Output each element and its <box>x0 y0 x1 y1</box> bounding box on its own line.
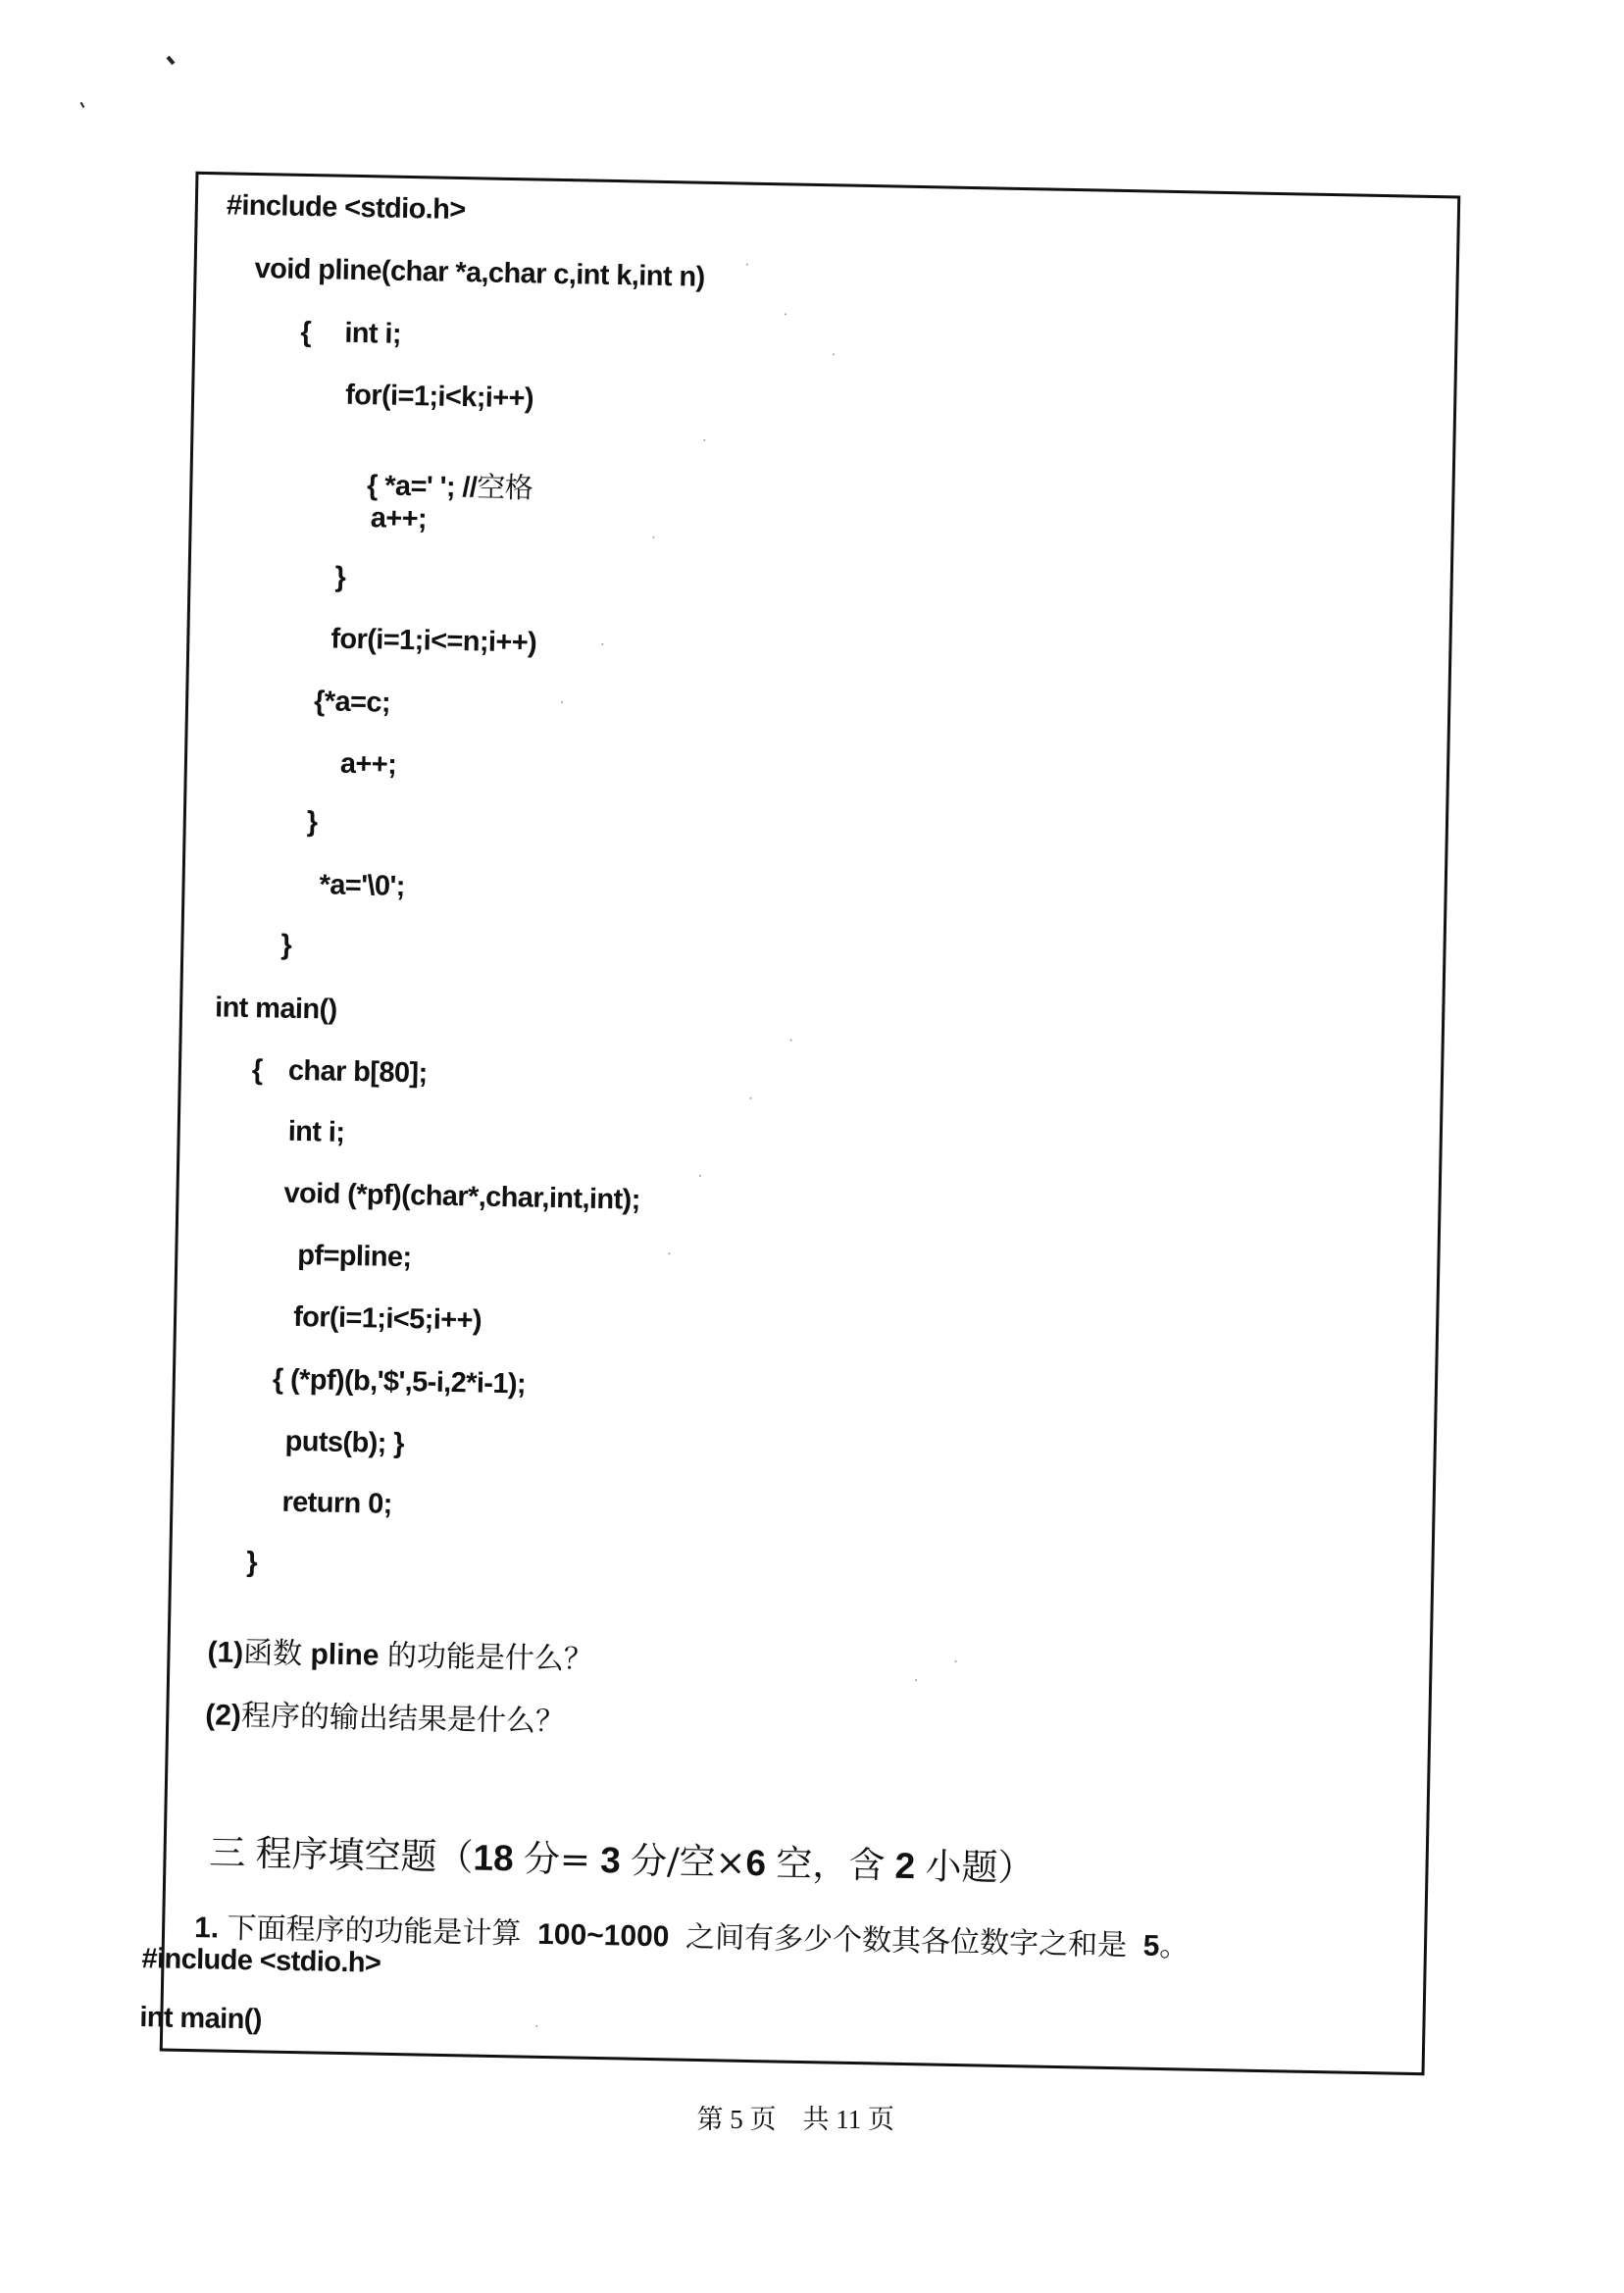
code-line-for-n: for(i=1;i<=n;i++) <box>330 623 537 659</box>
code-line-int-i: int i; <box>344 317 402 350</box>
code-line-main-signature: int main() <box>214 992 337 1026</box>
page-footer <box>684 2067 894 2136</box>
problem-1-desc-end: 。 <box>1159 1928 1190 1964</box>
code-line-return: return 0; <box>281 1486 393 1520</box>
scan-noise <box>699 1175 701 1177</box>
problem-1-desc-pre: 下面程序的功能是计算 <box>227 1911 522 1952</box>
code-line-pf-call: { (*pf)(b,'$',5-i,2*i-1); <box>272 1363 527 1401</box>
problem-1-code-main: int main() <box>139 2002 263 2036</box>
scan-noise <box>601 643 603 645</box>
problem-1-target: 5 <box>1142 1929 1160 1962</box>
scan-noise <box>915 1679 917 1681</box>
code-comment-space: 空格 <box>476 470 533 505</box>
code-line-main-open-brace: { <box>251 1054 263 1087</box>
problem-1-code-include: #include <stdio.h> <box>141 1943 381 1979</box>
question-2-text: 程序的输出结果是什么？ <box>240 1698 566 1740</box>
question-2 <box>155 1670 565 1766</box>
section-3-unit1: 分= <box>523 1837 591 1881</box>
question-1-post: 的功能是什么？ <box>386 1638 594 1677</box>
code-line-pline-signature: void pline(char *a,char c,int k,int n) <box>254 252 705 293</box>
code-line-for-5: for(i=1;i<5;i++) <box>292 1300 482 1337</box>
code-line-main-int-i: int i; <box>287 1115 345 1148</box>
question-1-pre: 函数 <box>242 1636 303 1672</box>
code-line-c-assign: {*a=c; <box>313 686 391 719</box>
code-line-pline-close-brace: } <box>280 929 292 961</box>
code-line-close-brace-1: } <box>334 561 346 593</box>
question-2-number: (2) <box>205 1699 242 1732</box>
code-line-a-increment-2: a++; <box>339 747 397 781</box>
scan-noise <box>749 1097 751 1099</box>
code-line-include: #include <stdio.h> <box>226 189 466 227</box>
scan-noise <box>561 701 563 703</box>
exam-content-frame <box>139 172 1461 2075</box>
code-line-close-brace-2: } <box>306 806 318 839</box>
section-3-open-paren: （ <box>436 1835 474 1879</box>
scan-noise <box>785 313 787 315</box>
footer-current-page: 第 5 页 <box>696 2105 777 2134</box>
section-3-title: 程序填空题 <box>255 1832 437 1878</box>
scan-noise <box>668 1252 670 1254</box>
scan-speck <box>80 102 85 108</box>
section-3-unit2: 分/空× <box>630 1839 746 1884</box>
section-3-subquestions: 2 <box>894 1845 916 1887</box>
code-line-null-terminate: *a='\0'; <box>319 869 406 903</box>
code-line-main-close-brace: } <box>245 1547 258 1579</box>
scan-noise <box>790 1040 792 1042</box>
code-line-pf-assign: pf=pline; <box>297 1239 412 1274</box>
section-3-total-points: 18 <box>473 1837 515 1879</box>
section-3-unit3: 空，含 <box>775 1842 886 1887</box>
footer-total-pages: 共 11 页 <box>802 2105 894 2134</box>
code-space-assign: { *a=' '; // <box>366 470 478 504</box>
section-3-unit4: 小题） <box>925 1845 1035 1890</box>
scan-noise <box>746 264 748 266</box>
scan-noise <box>954 1660 956 1662</box>
section-3-blanks: 6 <box>745 1842 767 1884</box>
question-1-keyword: pline <box>310 1638 380 1672</box>
section-3-per-blank: 3 <box>599 1840 622 1881</box>
scan-noise <box>833 353 835 355</box>
scan-noise <box>703 439 705 441</box>
code-line-function-pointer: void (*pf)(char*,char,int,int); <box>283 1177 641 1216</box>
code-line-a-increment-1: a++; <box>370 502 428 535</box>
problem-1-desc-mid: 之间有多少个数其各位数字之和是 <box>685 1919 1128 1963</box>
problem-1-range: 100~1000 <box>536 1917 670 1954</box>
scan-noise <box>535 2025 537 2027</box>
scan-noise <box>652 536 654 538</box>
scan-speck <box>167 56 176 65</box>
code-line-space-assign <box>323 441 533 535</box>
problem-1-number: 1. <box>193 1911 220 1945</box>
code-line-puts: puts(b); } <box>284 1425 405 1460</box>
question-1-number: (1) <box>207 1636 244 1670</box>
code-line-pline-open-brace: { <box>300 316 312 349</box>
section-3-number: 三 <box>208 1831 246 1875</box>
code-line-char-b: char b[80]; <box>287 1054 428 1090</box>
code-line-for-k: for(i=1;i<k;i++) <box>344 379 534 415</box>
